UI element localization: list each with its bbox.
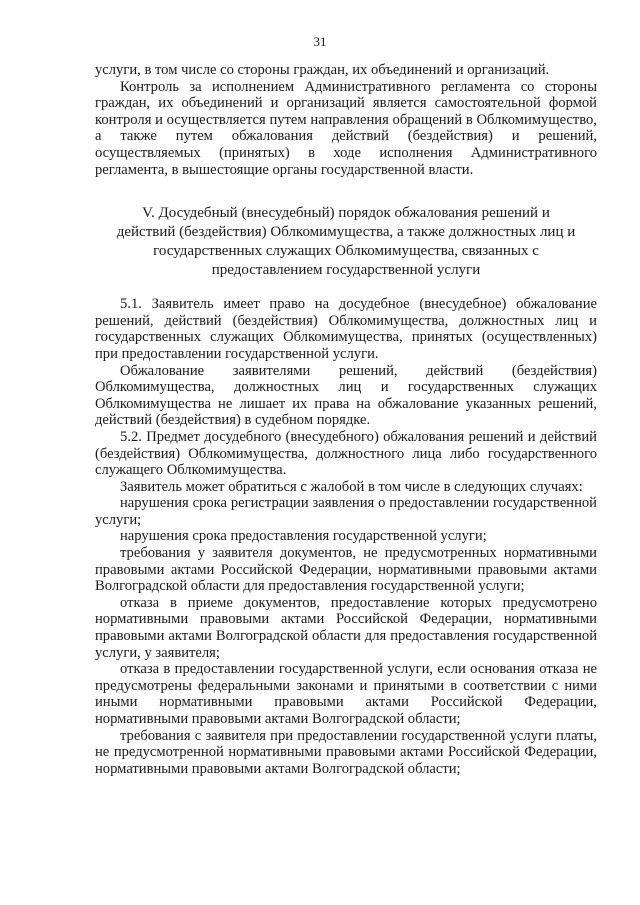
section-heading: V. Досудебный (внесудебный) порядок обжалования решений и действий (бездействия) Облкомимущества, а также должностных лиц и государственных служащих Облкомимущества, связанных с предоставлением государственной услуги — [116, 205, 576, 279]
spacer — [95, 178, 597, 204]
list-item: нарушения срока регистрации заявления о предоставлении государственной услуги; — [95, 495, 597, 528]
list-item: отказа в приеме документов, предоставление которых предусмотрено нормативными правовыми актами Российской Федерации, нормативными правовыми актами Волгоградской области для предоставления государственной услуги, у заявителя; — [95, 594, 597, 661]
paragraph-continuation: услуги, в том числе со стороны граждан, их объединений и организаций. — [95, 62, 550, 78]
list-item: нарушения срока предоставления государственной услуги; — [120, 528, 487, 545]
paragraph-5-1: 5.1. Заявитель имеет право на досудебное (внесудебное) обжалование решений, действий (бездействия) Облкомимущества, должностных лиц и государственных служащих Облкомимущества, принятых (осуществленных) при предоставлении государственной услуги. — [95, 296, 597, 362]
paragraph-appeal: Обжалование заявителями решений, действий (бездействия) Облкомимущества, должностных лиц и государственных служащих Облкомимущества не лишает их права на обжалование указанных решений, действий (бездействия) в судебном порядке. — [95, 362, 597, 429]
list-item: требования с заявителя при предоставлении государственной услуги платы, не предусмотренной нормативными правовыми актами Российской Федерации, нормативными правовыми актами Волгоградской области; — [95, 727, 597, 777]
paragraph-5-2: 5.2. Предмет досудебного (внесудебного) обжалования решений и действий (бездействия) Облкомимущества, должностного лица либо государственного служащего Облкомимущества. — [95, 428, 597, 479]
paragraph-control: Контроль за исполнением Административного регламента со стороны граждан, их объединений и организаций является самостоятельной формой контроля и осуществляется путем направления обращений в Облкомимущество, а также путем обжалования действий (бездействия) и решений, осуществляемых (принятых) в ходе исполнения Административного регламента, в вышестоящие органы государственной власти. — [95, 78, 597, 178]
list-item: требования у заявителя документов, не предусмотренных нормативными правовыми актами Российской Федерации, нормативными правовыми актами Волгоградской области для предоставления государственной услуги; — [95, 545, 597, 595]
document-body — [95, 62, 597, 777]
spacer — [95, 280, 597, 296]
list-item: отказа в предоставлении государственной услуги, если основания отказа не предусмотрены федеральными законами и принятыми в соответствии с ними иными нормативными правовыми актами Российской Федерации, нормативными правовыми актами Волгоградской области; — [95, 661, 597, 727]
page-number: 31 — [313, 34, 327, 49]
paragraph-cases-intro: Заявитель может обратиться с жалобой в том числе в следующих случаях: — [120, 478, 583, 495]
